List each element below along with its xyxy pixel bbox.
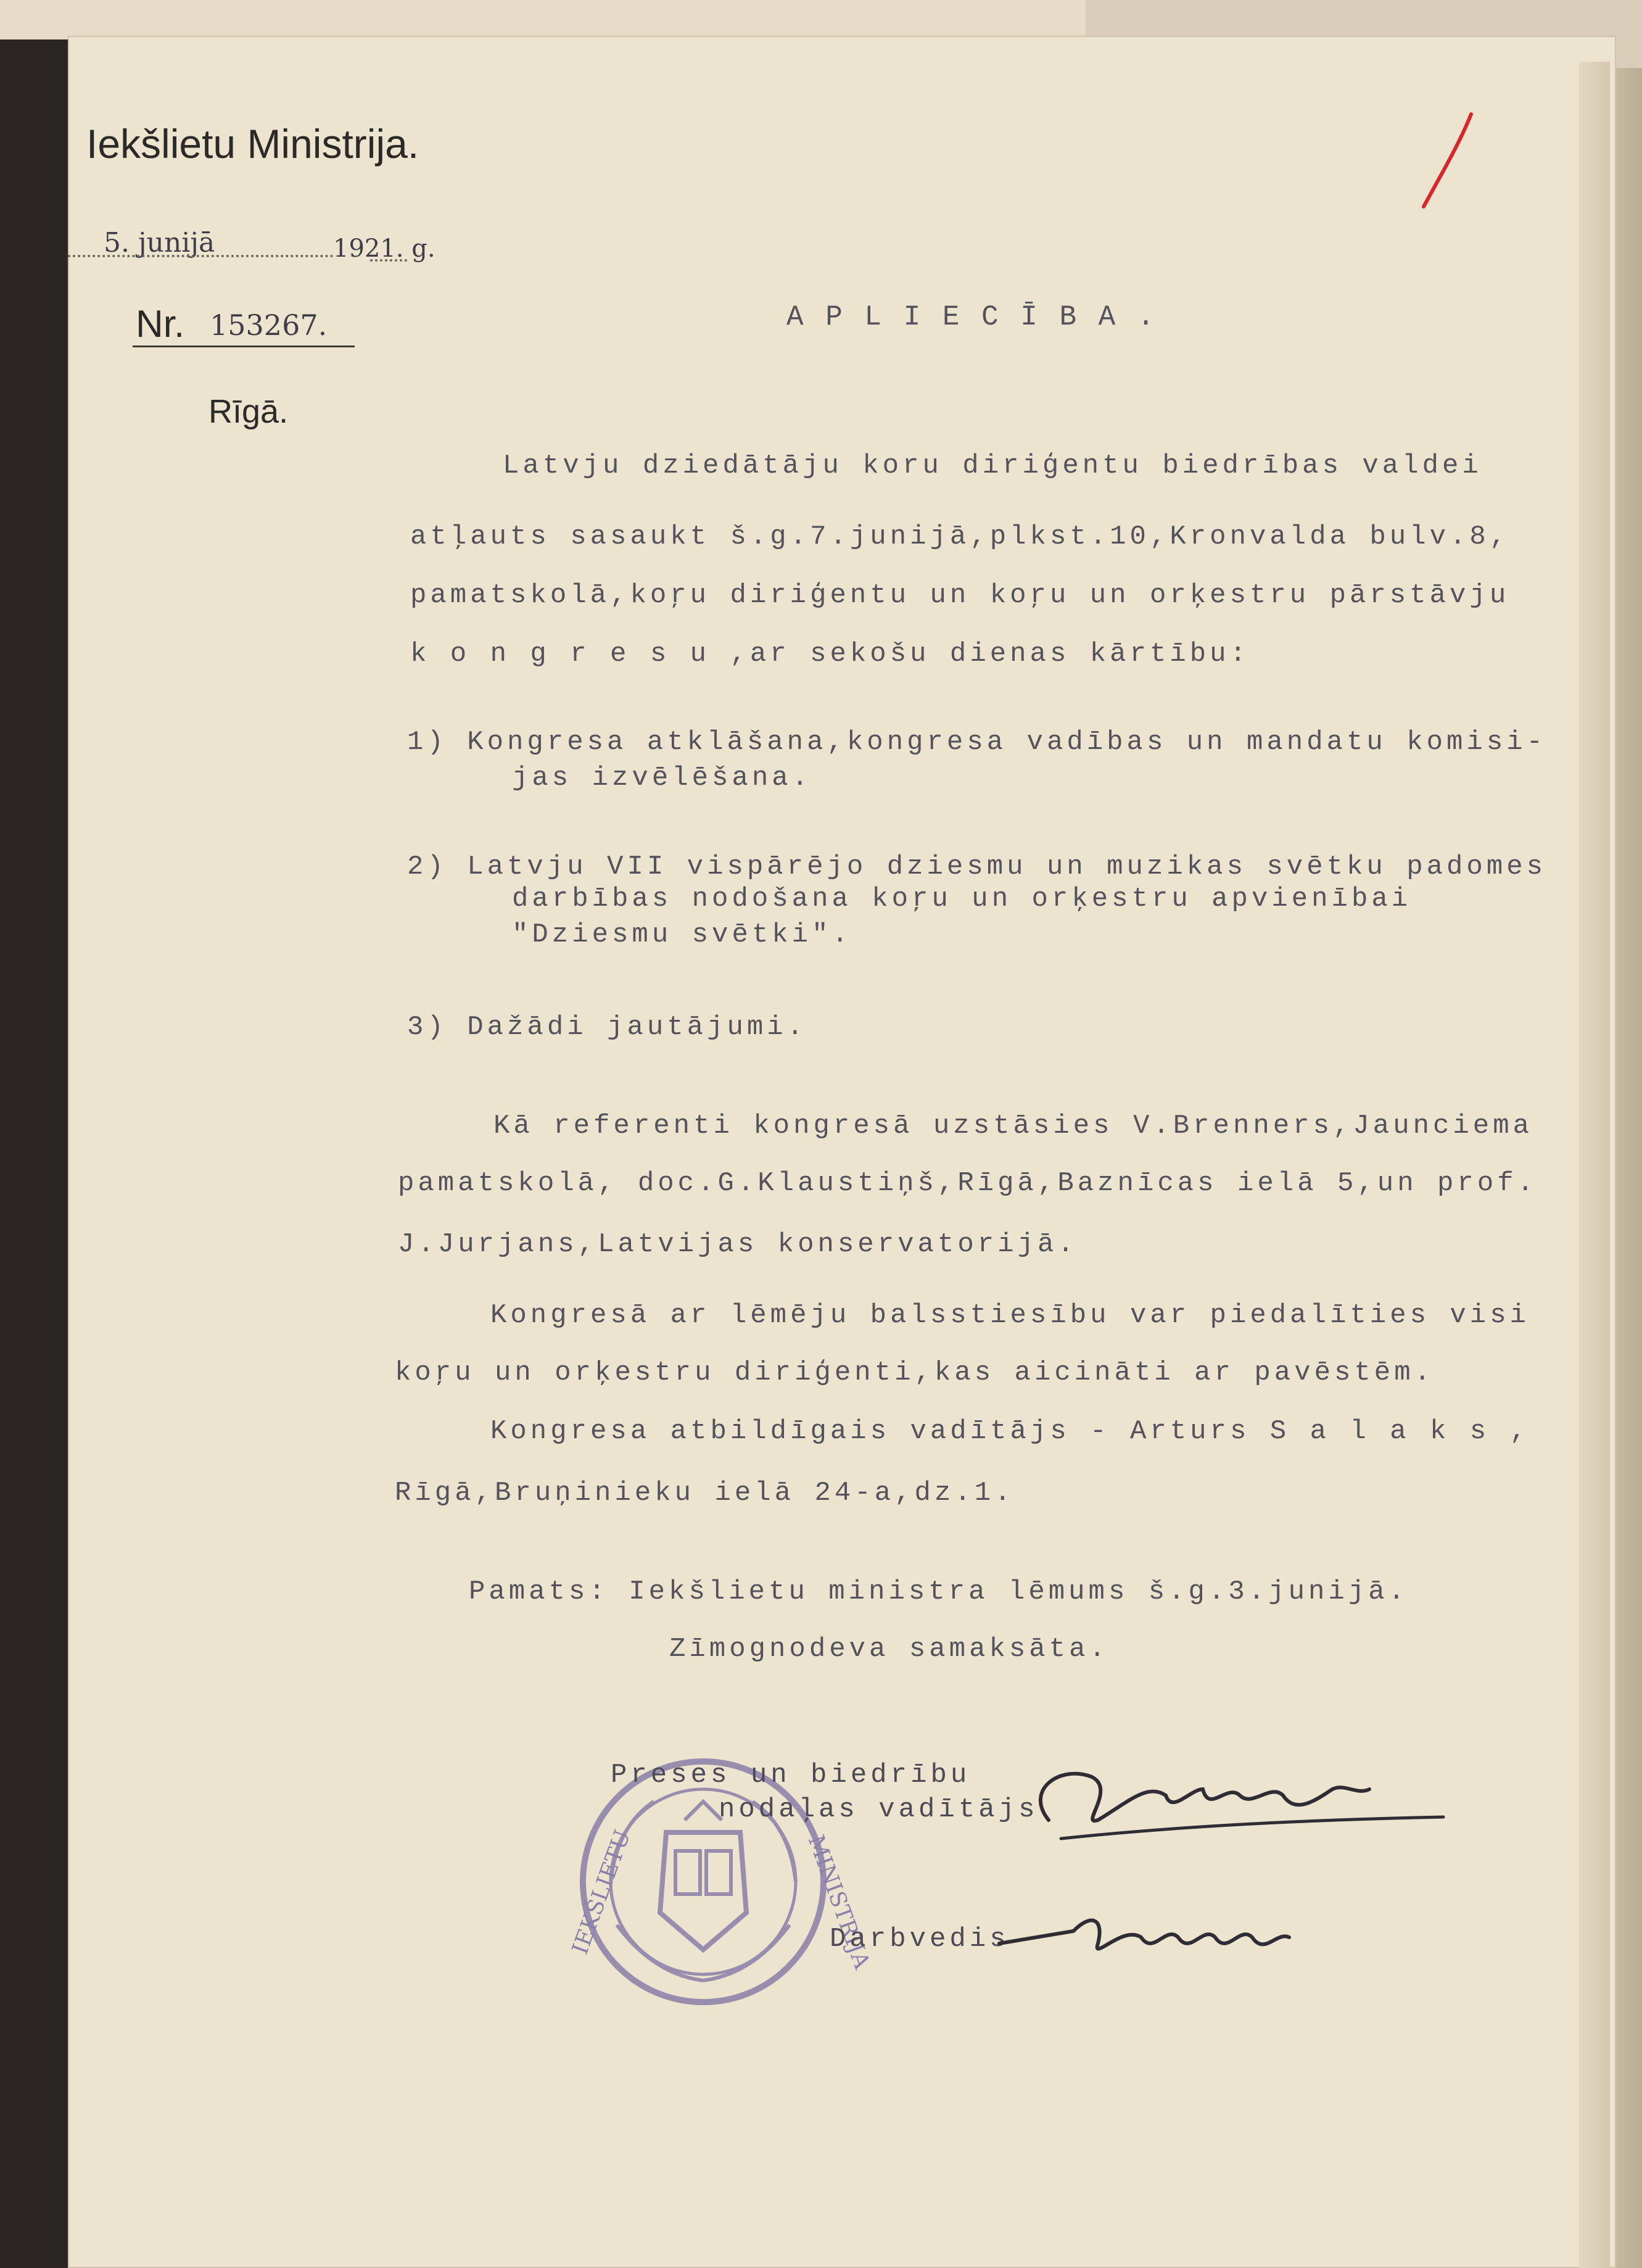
agenda-item-2-line-1: 2) Latvju VII vispārējo dziesmu un muzikas svētku padomes: [407, 851, 1547, 882]
date-year: 1921. g.: [333, 234, 435, 263]
responsible-line-1: Kongresa atbildīgais vadītājs - Arturs S a l a k s ,: [490, 1416, 1530, 1447]
agenda-item-1-line-2: jas izvēlēšana.: [512, 763, 812, 793]
place: Rīgā.: [208, 393, 289, 430]
voting-line-2: koŗu un orķestru diriģenti,kas aicināti ar pavēstēm.: [395, 1357, 1435, 1388]
document-sheet-edge: [1579, 62, 1610, 2268]
ministry-name: Iekšlietu Ministrija.: [86, 121, 419, 167]
responsible-line-2: Rīgā,Bruņinieku ielā 24-a,dz.1.: [395, 1478, 1015, 1509]
signature-head: [1024, 1752, 1443, 1851]
year-dots: [370, 259, 407, 262]
agenda-item-2-line-3: "Dziesmu svētki".: [512, 919, 852, 950]
agenda-item-2-line-2: darbības nodošana koŗu un orķestru apvienībai: [512, 884, 1412, 914]
date-dots: [68, 255, 333, 257]
stamp-text-left: IEKŠLIETU: [567, 1826, 636, 1958]
voting-line-1: Kongresā ar lēmēju balsstiesību var piedalīties visi: [490, 1300, 1530, 1331]
red-pencil-mark: [1413, 108, 1480, 213]
signatory-title-line-2: nodaļas vadītājs: [719, 1794, 1039, 1825]
basis-line: Pamats: Iekšlietu ministra lēmums š.g.3.junijā.: [469, 1576, 1409, 1607]
underlying-paper-top: [0, 0, 1086, 39]
clerk-label: Darbvedis: [830, 1924, 1010, 1955]
stamp-text-right: MINISTRIJA: [802, 1832, 875, 1972]
referents-line-1: Kā referenti kongresā uzstāsies V.Brenners,Jaunciema: [493, 1111, 1533, 1141]
nr-label: Nr.: [136, 303, 185, 346]
signature-clerk: [999, 1900, 1320, 1974]
intro-line-2: atļauts sasaukt š.g.7.junijā,plkst.10,Kronvalda bulv.8,: [410, 521, 1510, 552]
nr-underline: [133, 346, 355, 347]
ministry-stamp: [543, 1752, 875, 2011]
fee-line: Zīmognodeva samaksāta.: [669, 1634, 1109, 1665]
intro-line-4: k o n g r e s u ,ar sekošu dienas kārtību:: [410, 639, 1250, 669]
referents-line-3: J.Jurjans,Latvijas konservatorijā.: [398, 1229, 1078, 1260]
document-title: A P L I E C Ī B A .: [786, 301, 1157, 333]
signatory-title-line-1: Preses un biedrību: [611, 1760, 971, 1790]
intro-line-1: Latvju dziedātāju koru diriģentu biedrības valdei: [503, 450, 1482, 481]
referents-line-2: pamatskolā, doc.G.Klaustiņš,Rīgā,Baznīcas ielā 5,un prof.: [398, 1168, 1538, 1199]
date-day: 5. junijā: [104, 227, 215, 259]
agenda-item-1-line-1: 1) Kongresa atklāšana,kongresa vadības un mandatu komisi-: [407, 727, 1547, 758]
nr-value: 153267.: [210, 308, 328, 342]
intro-line-3: pamatskolā,koŗu diriģentu un koŗu un orķestru pārstāvju: [410, 580, 1510, 611]
agenda-item-3: 3) Dažādi jautājumi.: [407, 1012, 807, 1043]
